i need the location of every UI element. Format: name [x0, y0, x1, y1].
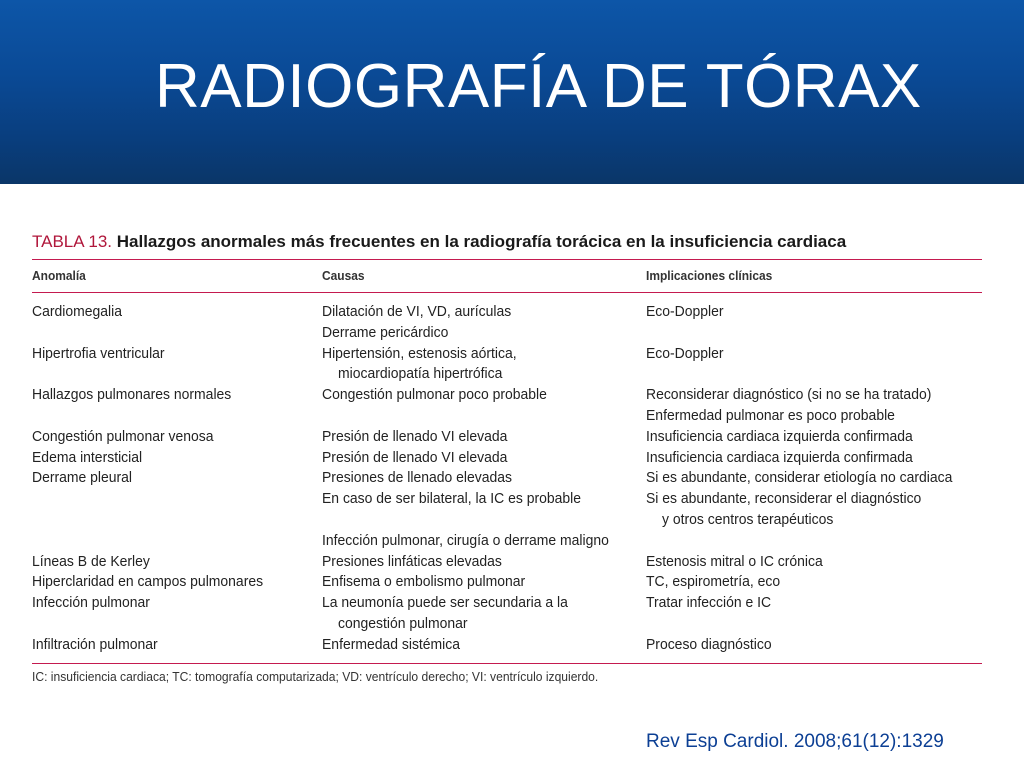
cell-implicaciones: Insuficiencia cardiaca izquierda confirmada — [646, 427, 913, 445]
cell-causas: Presión de llenado VI elevada — [322, 448, 508, 466]
cell-anomalia: Líneas B de Kerley — [32, 552, 150, 570]
cell-causas: congestión pulmonar — [338, 615, 468, 632]
cell-implicaciones: Insuficiencia cardiaca izquierda confirmada — [646, 448, 913, 466]
cell-implicaciones: Tratar infección e IC — [646, 594, 772, 612]
cell-anomalia: Hallazgos pulmonares normales — [32, 386, 232, 404]
cell-causas: Dilatación de VI, VD, aurículas — [322, 303, 512, 320]
cell-implicaciones: Enfermedad pulmonar es poco probable — [646, 407, 895, 424]
cell-implicaciones: Reconsiderar diagnóstico (si no se ha tratado) — [646, 386, 932, 404]
cell-anomalia: Hiperclaridad en campos pulmonares — [32, 573, 264, 591]
column-header-anomalia: Anomalía — [32, 268, 86, 283]
cell-implicaciones: Si es abundante, considerar etiología no cardiaca — [646, 469, 953, 487]
citation: Rev Esp Cardiol. 2008;61(12):1329 — [646, 731, 944, 752]
cell-implicaciones: Si es abundante, reconsiderar el diagnóstico — [646, 490, 922, 508]
cell-implicaciones: Proceso diagnóstico — [646, 635, 772, 653]
table-footnote: IC: insuficiencia cardiaca; TC: tomografía computarizada; VD: ventrículo derecho; VI: ventrículo izquierdo. — [32, 669, 599, 684]
cell-implicaciones: Eco-Doppler — [646, 344, 724, 362]
cell-anomalia: Cardiomegalia — [32, 303, 122, 320]
cell-causas: miocardiopatía hipertrófica — [338, 365, 503, 383]
cell-causas: Derrame pericárdico — [322, 323, 449, 341]
cell-causas: En caso de ser bilateral, la IC es probable — [322, 490, 582, 508]
cell-causas: Hipertensión, estenosis aórtica, — [322, 344, 517, 362]
table-header-rule — [32, 292, 982, 293]
title-banner — [0, 0, 1024, 184]
table-caption-label: TABLA 13. — [32, 232, 113, 251]
column-header-implicaciones: Implicaciones clínicas — [646, 268, 773, 283]
cell-implicaciones: Eco-Doppler — [646, 303, 724, 320]
cell-anomalia: Hipertrofia ventricular — [32, 344, 165, 362]
table-top-rule — [32, 259, 982, 260]
cell-implicaciones: y otros centros terapéuticos — [662, 511, 834, 528]
cell-anomalia: Congestión pulmonar venosa — [32, 427, 214, 445]
cell-anomalia: Infección pulmonar — [32, 594, 150, 612]
cell-causas: Enfisema o embolismo pulmonar — [322, 573, 526, 591]
cell-causas: Presiones linfáticas elevadas — [322, 552, 502, 570]
slide-title: RADIOGRAFÍA DE TÓRAX — [155, 52, 922, 121]
cell-causas: Presiones de llenado elevadas — [322, 469, 513, 487]
cell-implicaciones: Estenosis mitral o IC crónica — [646, 552, 823, 570]
column-header-causas: Causas — [322, 268, 365, 283]
table-bottom-rule — [32, 663, 982, 664]
cell-causas: Congestión pulmonar poco probable — [322, 386, 547, 404]
table-caption-title: Hallazgos anormales más frecuentes en la radiografía torácica en la insuficiencia cardiaca — [116, 232, 847, 251]
cell-causas: Enfermedad sistémica — [322, 635, 461, 653]
table-caption — [32, 232, 846, 252]
cell-anomalia: Edema intersticial — [32, 448, 143, 466]
cell-causas: La neumonía puede ser secundaria a la — [322, 594, 568, 612]
cell-causas: Presión de llenado VI elevada — [322, 427, 508, 445]
cell-implicaciones: TC, espirometría, eco — [646, 573, 781, 591]
cell-anomalia: Infiltración pulmonar — [32, 635, 158, 653]
cell-anomalia: Derrame pleural — [32, 469, 133, 487]
cell-causas: Infección pulmonar, cirugía o derrame maligno — [322, 531, 609, 549]
